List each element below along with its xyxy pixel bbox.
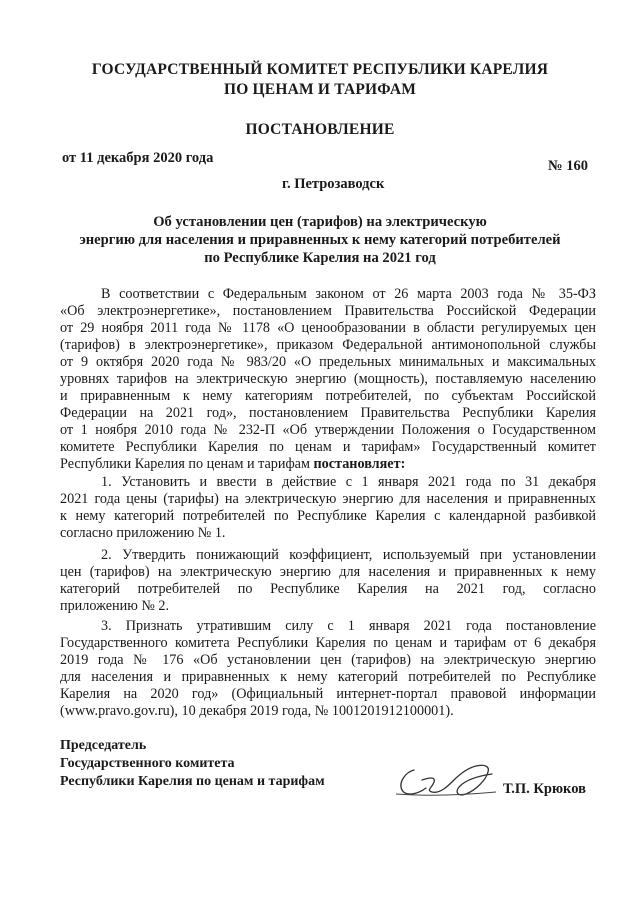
item2-line: цен (тарифов) на электрическую энергию для населения и приравненных к нему xyxy=(60,564,596,580)
item3-line: 2019 года № 176 «Об установлении цен (тарифов) на электрическую энергию xyxy=(60,652,596,668)
document-number: № 160 xyxy=(548,158,588,174)
document-type: ПОСТАНОВЛЕНИЕ xyxy=(245,121,395,138)
preamble-line: от 1 ноября 2010 года № 232-П «Об утверждении Положения о Государственном xyxy=(60,422,596,438)
item1-line: 1. Установить и ввести в действие с 1 января 2021 года по 31 декабря xyxy=(101,474,596,490)
title-line1: Об установлении цен (тарифов) на электрическую xyxy=(153,214,487,230)
item1-line-last: согласно приложению № 1. xyxy=(60,525,226,541)
item1-line: к нему категорий потребителей по Республике Карелия с календарной разбивкой xyxy=(60,508,596,524)
org-name-line2: ПО ЦЕНАМ И ТАРИФАМ xyxy=(223,81,417,98)
signatory-position-line3: Республики Карелия по ценам и тарифам xyxy=(60,774,325,789)
preamble-line: В соответствии с Федеральным законом от 26 марта 2003 года № 35-ФЗ xyxy=(101,286,596,302)
item3-line: Государственного комитета Республики Карелия по ценам и тарифам от 6 декабря xyxy=(60,635,596,651)
item2-line-last: приложению № 2. xyxy=(60,598,170,614)
document-date: от 11 декабря 2020 года xyxy=(62,150,214,166)
signatory-position-line2: Государственного комитета xyxy=(60,756,235,771)
item3-line: для населения и приравненных к нему категорий потребителей по Республике xyxy=(60,669,596,685)
preamble-line: (тарифов) в электроэнергетике», приказом Федеральной антимонопольной службы xyxy=(60,337,596,353)
preamble-line: и приравненным к нему категориям потребителей, по субъектам Российской xyxy=(60,388,596,404)
item3-line: 3. Признать утратившим силу с 1 января 2021 года постановление xyxy=(101,618,596,634)
preamble-line: Федерации на 2021 год», постановлением Правительства Республики Карелия xyxy=(60,405,596,421)
signatory-name: Т.П. Крюков xyxy=(503,781,586,797)
preamble-text: Республики Карелия по ценам и тарифам xyxy=(60,456,310,472)
preamble-line: уровнях тарифов на электрическую энергию (мощность), поставляемую населению xyxy=(60,371,596,387)
preamble-line-last xyxy=(60,456,596,473)
preamble-line: от 9 октября 2020 года № 983/20 «О предельных минимальных и максимальных xyxy=(60,354,596,370)
preamble-line: комитете Республики Карелия по ценам и тарифам» Государственный комитет xyxy=(60,439,596,455)
item2-line: категорий потребителей по Республике Карелия на 2021 год, согласно xyxy=(60,581,596,597)
item3-line-last: (www.pravo.gov.ru), 10 декабря 2019 года, № 1001201912100001). xyxy=(60,703,454,719)
handwritten-signature xyxy=(392,752,502,802)
preamble-verb: постановляет: xyxy=(313,456,406,472)
item3-line: Карелия на 2020 год» (Официальный интернет-портал правовой информации xyxy=(60,686,596,702)
document-city: г. Петрозаводск xyxy=(282,176,385,192)
title-line2: энергию для населения и приравненных к нему категорий потребителей xyxy=(79,232,561,248)
preamble-line: «Об электроэнергетике», постановлением Правительства Российской Федерации xyxy=(60,303,596,319)
item1-line: 2021 года цены (тарифы) на электрическую энергию для населения и приравненных xyxy=(60,491,596,507)
preamble-line: от 29 ноября 2011 года № 1178 «О ценообразовании в области регулируемых цен xyxy=(60,320,596,336)
title-line3: по Республике Карелия на 2021 год xyxy=(204,250,436,266)
item2-line: 2. Утвердить понижающий коэффициент, используемый при установлении xyxy=(101,547,596,563)
org-name-line1: ГОСУДАРСТВЕННЫЙ КОМИТЕТ РЕСПУБЛИКИ КАРЕЛИЯ xyxy=(91,61,549,78)
signatory-position-line1: Председатель xyxy=(60,738,147,753)
